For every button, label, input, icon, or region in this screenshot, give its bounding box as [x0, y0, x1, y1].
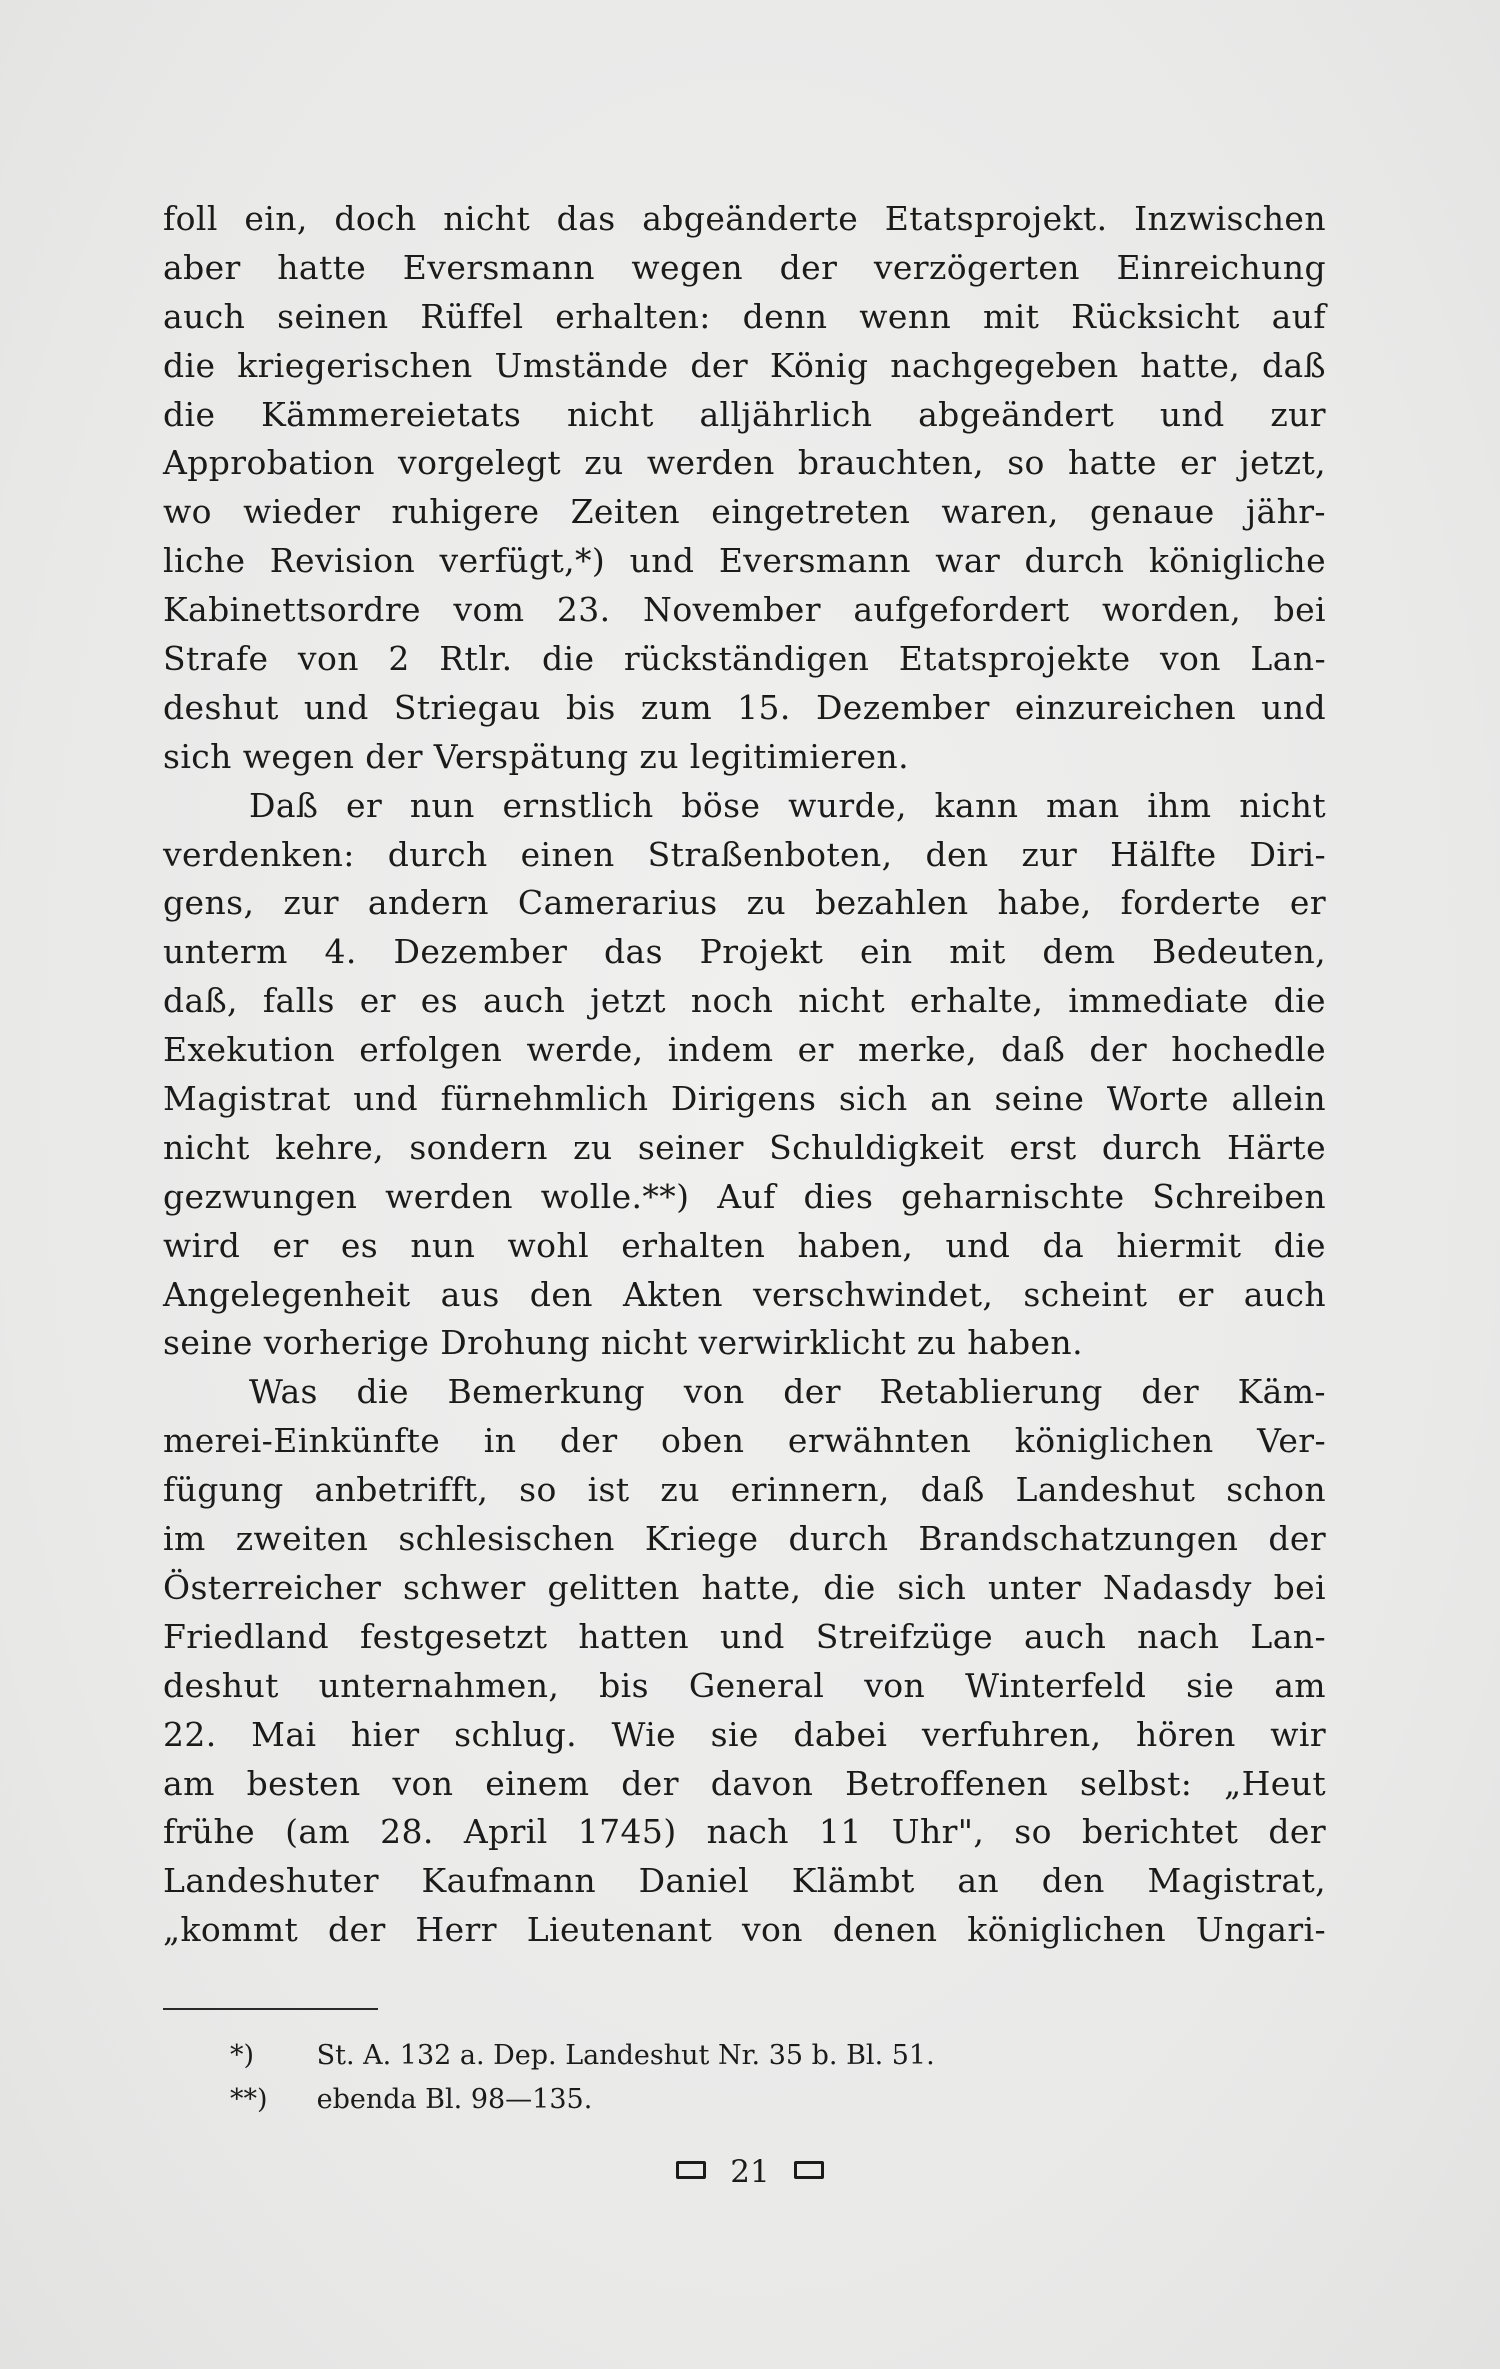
- text-line: unterm 4. Dezember das Projekt ein mit dem Bedeuten,: [163, 932, 1326, 972]
- footnote-marker: *): [230, 2040, 255, 2071]
- text-line: Angelegenheit aus den Akten verschwindet, scheint er auch: [163, 1274, 1326, 1314]
- text-line: merei-Einkünfte in der oben erwähnten königlichen Ver-: [163, 1421, 1326, 1461]
- footnote-text: ebenda Bl. 98—135.: [316, 2084, 593, 2115]
- text-line: nicht kehre, sondern zu seiner Schuldigkeit erst durch Härte: [163, 1127, 1326, 1167]
- text-line: auch seinen Rüffel erhalten: denn wenn mit Rücksicht auf: [163, 296, 1326, 336]
- text-line: wo wieder ruhigere Zeiten eingetreten waren, genaue jähr-: [163, 492, 1326, 532]
- footnote-divider: [163, 2008, 378, 2010]
- text-line: liche Revision verfügt,*) und Eversmann war durch königliche: [163, 541, 1326, 581]
- paragraph-start-line: Daß er nun ernstlich böse wurde, kann man ihm nicht: [249, 785, 1326, 825]
- text-line: Exekution erfolgen werde, indem er merke, daß der hochedle: [163, 1030, 1326, 1070]
- text-line: gezwungen werden wolle.**) Auf dies geharnischte Schreiben: [163, 1176, 1326, 1216]
- text-line: daß, falls er es auch jetzt noch nicht erhalte, immediate die: [163, 981, 1326, 1021]
- text-line: verdenken: durch einen Straßenboten, den zur Hälfte Diri-: [163, 834, 1326, 874]
- text-line: Strafe von 2 Rtlr. die rückständigen Etatsprojekte von Lan-: [163, 639, 1326, 679]
- text-line: Approbation vorgelegt zu werden brauchten, so hatte er jetzt,: [163, 443, 1326, 483]
- footnote-text: St. A. 132 a. Dep. Landeshut Nr. 35 b. Bl. 51.: [316, 2040, 935, 2071]
- text-line: foll ein, doch nicht das abgeänderte Etatsprojekt. Inzwischen: [163, 199, 1326, 238]
- text-line: „kommt der Herr Lieutenant von denen königlichen Ungari-: [163, 1910, 1326, 1950]
- footnote-2: [230, 2078, 1230, 2122]
- text-line: deshut unternahmen, bis General von Winterfeld sie am: [163, 1665, 1326, 1705]
- footnote-1: [230, 2034, 1230, 2078]
- paragraph-start-line: Was die Bemerkung von der Retablierung der Käm-: [249, 1372, 1326, 1412]
- text-line: fügung anbetrifft, so ist zu erinnern, daß Landeshut schon: [163, 1470, 1326, 1510]
- text-line: Kabinettsordre vom 23. November aufgefordert worden, bei: [163, 590, 1326, 630]
- box-ornament-icon: [676, 2161, 706, 2179]
- page-number-footer: [0, 2150, 1500, 2192]
- box-ornament-icon: [794, 2161, 824, 2179]
- text-line: am besten von einem der davon Betroffenen selbst: „Heut: [163, 1763, 1326, 1803]
- body-text: [163, 195, 1326, 1955]
- text-line: frühe (am 28. April 1745) nach 11 Uhr", so berichtet der: [163, 1812, 1326, 1852]
- text-line: aber hatte Eversmann wegen der verzögerten Einreichung: [163, 247, 1326, 287]
- text-line: Landeshuter Kaufmann Daniel Klämbt an den Magistrat,: [163, 1861, 1326, 1901]
- text-line: die kriegerischen Umstände der König nachgegeben hatte, daß: [163, 345, 1326, 385]
- footnote-marker: **): [230, 2084, 268, 2115]
- text-line: 22. Mai hier schlug. Wie sie dabei verfuhren, hören wir: [163, 1714, 1326, 1754]
- footnotes: [230, 2034, 1230, 2122]
- text-line: im zweiten schlesischen Kriege durch Brandschatzungen der: [163, 1519, 1326, 1559]
- text-line: deshut und Striegau bis zum 15. Dezember einzureichen und: [163, 687, 1326, 727]
- text-line: seine vorherige Drohung nicht verwirklicht zu haben.: [163, 1323, 1083, 1363]
- text-line: Österreicher schwer gelitten hatte, die sich unter Nadasdy bei: [163, 1567, 1326, 1607]
- page-number: 21: [730, 2153, 770, 2190]
- text-line: Friedland festgesetzt hatten und Streifzüge auch nach Lan-: [163, 1616, 1326, 1656]
- text-line: Magistrat und fürnehmlich Dirigens sich an seine Worte allein: [163, 1079, 1326, 1119]
- text-line: gens, zur andern Camerarius zu bezahlen habe, forderte er: [163, 883, 1326, 923]
- text-line: die Kämmereietats nicht alljährlich abgeändert und zur: [163, 394, 1326, 434]
- text-line: wird er es nun wohl erhalten haben, und da hiermit die: [163, 1225, 1326, 1265]
- text-line: sich wegen der Verspätung zu legitimieren.: [163, 736, 909, 776]
